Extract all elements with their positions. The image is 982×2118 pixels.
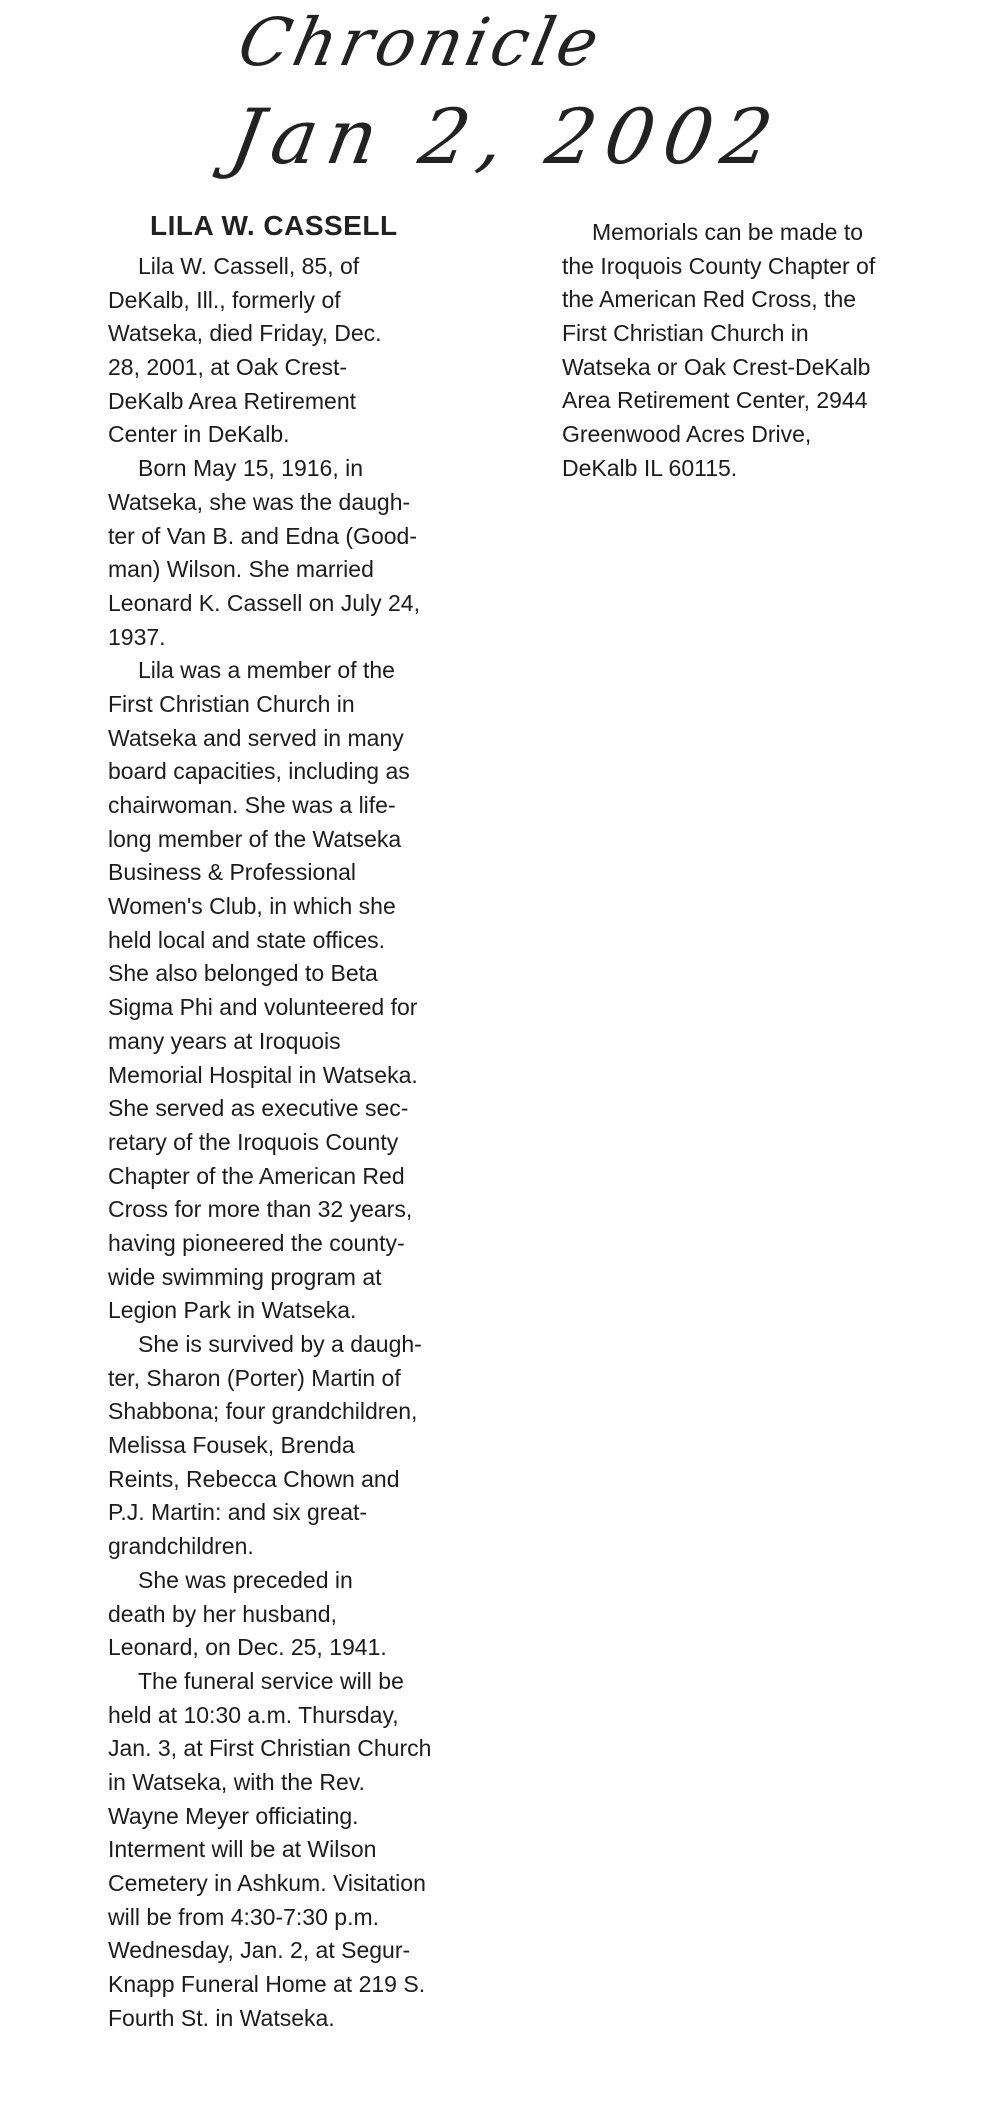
text-line: having pioneered the county- <box>108 1229 405 1256</box>
text-line: Knapp Funeral Home at 219 S. <box>108 1971 426 1998</box>
text-line: ter of Van B. and Edna (Good- <box>108 522 417 549</box>
text-line: Wednesday, Jan. 2, at Segur- <box>108 1937 411 1964</box>
text-line: Leonard, on Dec. 25, 1941. <box>108 1634 387 1661</box>
text-line: First Christian Church in <box>108 690 355 717</box>
text-line: Jan. 3, at First Christian Church <box>108 1735 432 1762</box>
text-line: Greenwood Acres Drive, <box>562 421 812 448</box>
text-line: She served as executive sec- <box>108 1095 409 1122</box>
text-line: 28, 2001, at Oak Crest- <box>108 354 348 381</box>
text-line: held at 10:30 a.m. Thursday, <box>108 1701 399 1728</box>
text-line: Born May 15, 1916, in <box>138 455 364 482</box>
text-line: Memorials can be made to <box>592 219 864 245</box>
text-line: Watseka, she was the daugh- <box>108 488 411 515</box>
text-line: Sigma Phi and volunteered for <box>108 994 418 1021</box>
obituary-headline: LILA W. CASSELL <box>150 210 398 241</box>
text-line: Fourth St. in Watseka. <box>108 2004 335 2031</box>
text-line: Interment will be at Wilson <box>108 1836 377 1863</box>
text-line: DeKalb Area Retirement <box>108 387 357 414</box>
text-line: Area Retirement Center, 2944 <box>562 387 868 414</box>
text-line: Center in DeKalb. <box>108 421 290 448</box>
text-line: many years at Iroquois <box>108 1027 341 1054</box>
text-line: Wayne Meyer officiating. <box>108 1802 359 1829</box>
text-line: man) Wilson. She married <box>108 556 374 583</box>
text-line: the Iroquois County Chapter of <box>562 252 876 279</box>
text-line: chairwoman. She was a life- <box>108 792 396 818</box>
text-line: Watseka and served in many <box>108 724 404 751</box>
text-line: Leonard K. Cassell on July 24, <box>108 589 420 616</box>
text-line: Shabbona; four grandchildren, <box>108 1398 418 1425</box>
text-line: wide swimming program at <box>108 1263 382 1290</box>
text-line: P.J. Martin: and six great- <box>108 1499 368 1526</box>
text-line: DeKalb IL 60115. <box>562 454 738 481</box>
text-line: grandchildren. <box>108 1533 254 1560</box>
text-line: She also belonged to Beta <box>108 960 378 987</box>
obituary-left-column <box>108 250 508 2035</box>
text-line: Memorial Hospital in Watseka. <box>108 1061 418 1088</box>
text-line: the American Red Cross, the <box>562 286 857 313</box>
text-line: Legion Park in Watseka. <box>108 1297 357 1324</box>
text-line: She was preceded in <box>138 1566 353 1593</box>
text-line: held local and state offices. <box>108 926 386 953</box>
text-line: Lila was a member of the <box>138 657 395 684</box>
text-line: death by her husband, <box>108 1600 337 1627</box>
text-line: long member of the Watseka <box>108 825 402 852</box>
handwritten-date: Jan 2, 2002 <box>224 92 789 181</box>
text-line: Watseka or Oak Crest-DeKalb <box>562 353 871 380</box>
text-line: DeKalb, Ill., formerly of <box>108 286 341 313</box>
text-line: Cemetery in Ashkum. Visitation <box>108 1870 426 1896</box>
text-line: 1937. <box>108 623 166 650</box>
text-line: will be from 4:30-7:30 p.m. <box>108 1903 380 1930</box>
text-line: board capacities, including as <box>108 758 410 785</box>
text-line: Lila W. Cassell, 85, of <box>138 253 360 279</box>
text-line: Melissa Fousek, Brenda <box>108 1432 355 1459</box>
text-line: Cross for more than 32 years, <box>108 1196 413 1223</box>
text-line: First Christian Church in <box>562 320 809 347</box>
text-line: She is survived by a daugh- <box>138 1331 422 1357</box>
text-line: in Watseka, with the Rev. <box>108 1768 365 1795</box>
text-line: Business & Professional <box>108 859 357 886</box>
text-line: Women's Club, in which she <box>108 893 396 920</box>
text-line: Chapter of the American Red <box>108 1162 405 1189</box>
text-line: Reints, Rebecca Chown and <box>108 1465 400 1492</box>
text-line: The funeral service will be <box>138 1667 404 1694</box>
text-line: Watseka, died Friday, Dec. <box>108 320 382 347</box>
text-line: ter, Sharon (Porter) Martin of <box>108 1364 401 1391</box>
obituary-right-column <box>562 216 982 486</box>
text-line: retary of the Iroquois County <box>108 1128 399 1155</box>
handwritten-publication-name: Chronicle <box>231 4 610 81</box>
